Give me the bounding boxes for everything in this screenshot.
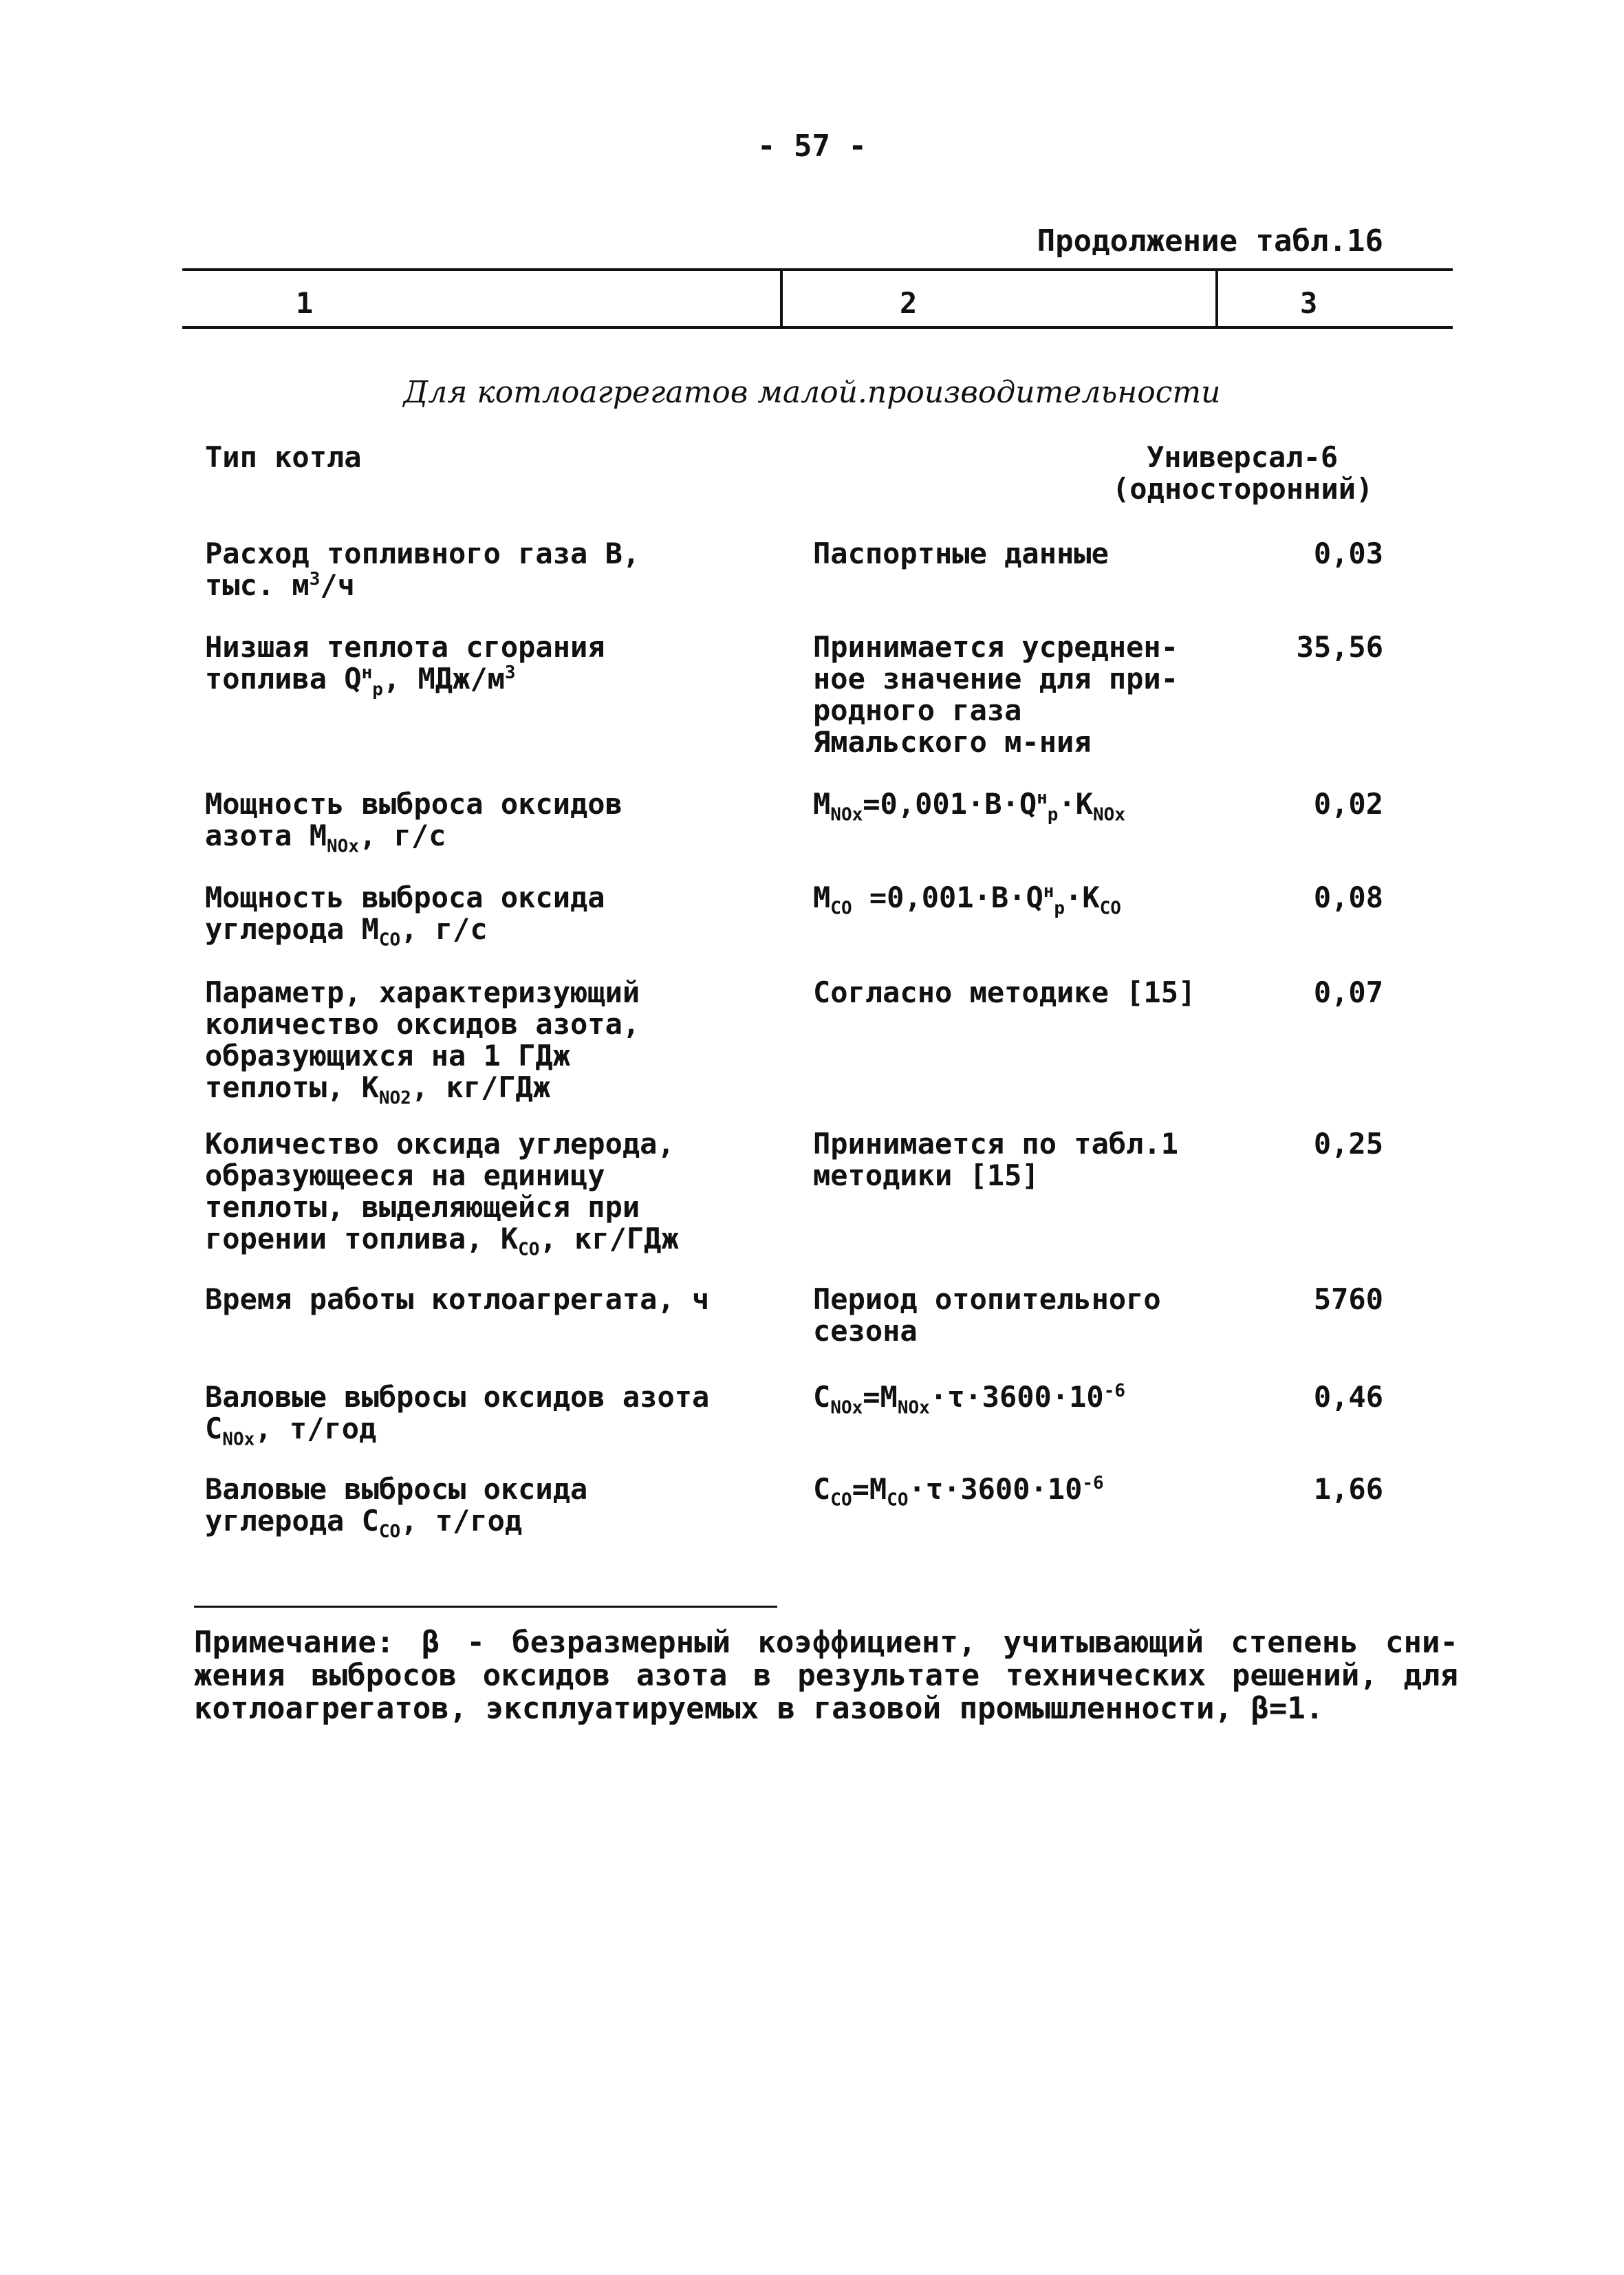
param-label-2: теплоты, $K_{NO2}$, кг/ГДж	[205, 1070, 551, 1109]
method-text: Принимается усреднен-	[813, 630, 1179, 664]
param-label: теплоты, выделяющейся при	[205, 1190, 640, 1224]
param-label: Мощность выброса оксида	[205, 881, 605, 914]
param-label-2: углерода $M_{CO}$, г/с	[205, 912, 488, 951]
method-text: родного газа	[813, 693, 1022, 727]
param-value: 5760	[1313, 1282, 1383, 1316]
method-text: Ямальского м-ния	[813, 725, 1092, 759]
method-text: Период отопительного	[813, 1282, 1161, 1316]
param-label: Валовые выбросы оксидов азота	[205, 1380, 710, 1414]
method-text: Согласно методике [15]	[813, 975, 1196, 1009]
param-value: 1,66	[1313, 1472, 1383, 1506]
boiler-type-note: (односторонний)	[1112, 472, 1374, 506]
header-top-rule	[182, 268, 1453, 271]
page-number: - 57 -	[757, 129, 867, 164]
param-value: 0,25	[1313, 1127, 1383, 1161]
param-label: образующееся на единицу	[205, 1158, 605, 1192]
param-label-2: тыс. $м^3/ч$	[205, 568, 355, 602]
method-formula: $M_{CO} =0,001\cdot B\cdot Q^н_р\cdot K_{CO}$	[813, 881, 1121, 919]
param-label: образующихся на 1 ГДж	[205, 1039, 571, 1072]
param-label: Низшая теплота сгорания	[205, 630, 605, 664]
header-bottom-rule	[182, 326, 1453, 329]
param-value: 0,07	[1313, 975, 1383, 1009]
param-value: 0,46	[1313, 1380, 1383, 1414]
method-text: методики [15]	[813, 1158, 1039, 1192]
header-divider-1	[780, 270, 783, 327]
param-label: Мощность выброса оксидов	[205, 787, 622, 821]
table-continuation-label: Продолжение табл.16	[1037, 224, 1383, 259]
method-text: сезона	[813, 1314, 918, 1348]
param-label: Валовые выбросы оксида	[205, 1472, 588, 1506]
param-label: Расход топливного газа В,	[205, 537, 640, 570]
method-text: Паспортные данные	[813, 537, 1109, 570]
param-label: Время работы котлоагрегата, ч	[205, 1282, 710, 1316]
method-formula: $M_{NOx}=0,001\cdot B\cdot Q^н_р\cdot K_{NOx}$	[813, 787, 1125, 826]
param-label: количество оксидов азота,	[205, 1007, 640, 1041]
param-label-2: $C_{NOx}$, т/год	[205, 1412, 377, 1450]
header-col-3: 3	[1300, 286, 1318, 320]
footnote-rule	[194, 1606, 777, 1608]
method-formula: $C_{NOx}=M_{NOx}\cdot\tau\cdot 3600\cdot 10^{-6}$	[813, 1380, 1125, 1419]
param-label-2: углерода $C_{CO}$, т/год	[205, 1504, 523, 1542]
param-label-2: горении топлива, $K_{CO}$, кг/ГДж	[205, 1222, 679, 1260]
param-label-2: топлива $Q^н_р$, МДж/$м^3$	[205, 662, 516, 700]
param-label: Параметр, характеризующий	[205, 975, 640, 1009]
param-value: 0,03	[1313, 537, 1383, 570]
header-divider-2	[1215, 270, 1218, 327]
param-value: 0,02	[1313, 787, 1383, 821]
section-title: Для котлоагрегатов малой.производительности	[403, 375, 1221, 410]
method-text: Принимается по табл.1	[813, 1127, 1179, 1161]
param-value: 35,56	[1296, 630, 1383, 664]
param-label: Количество оксида углерода,	[205, 1127, 675, 1161]
header-col-1: 1	[296, 286, 314, 320]
header-col-2: 2	[900, 286, 918, 320]
boiler-type-label: Тип котла	[205, 440, 362, 474]
param-label-2: азота $M_{NOx}$, г/с	[205, 819, 446, 857]
footnote-note: Примечание: β - безразмерный коэффициент, учитывающий степень сни- жения выбросов оксидов азота в результате технических решений, для котлоагрегатов, эксплуатируемых в газовой промышленности, β=1.	[194, 1625, 1458, 1726]
method-text: ное значение для при-	[813, 662, 1179, 696]
param-value: 0,08	[1313, 881, 1383, 914]
method-formula: $C_{CO}=M_{CO}\cdot\tau\cdot 3600\cdot 10^{-6}$	[813, 1472, 1104, 1511]
boiler-type-value: Универсал-6	[1147, 440, 1339, 474]
